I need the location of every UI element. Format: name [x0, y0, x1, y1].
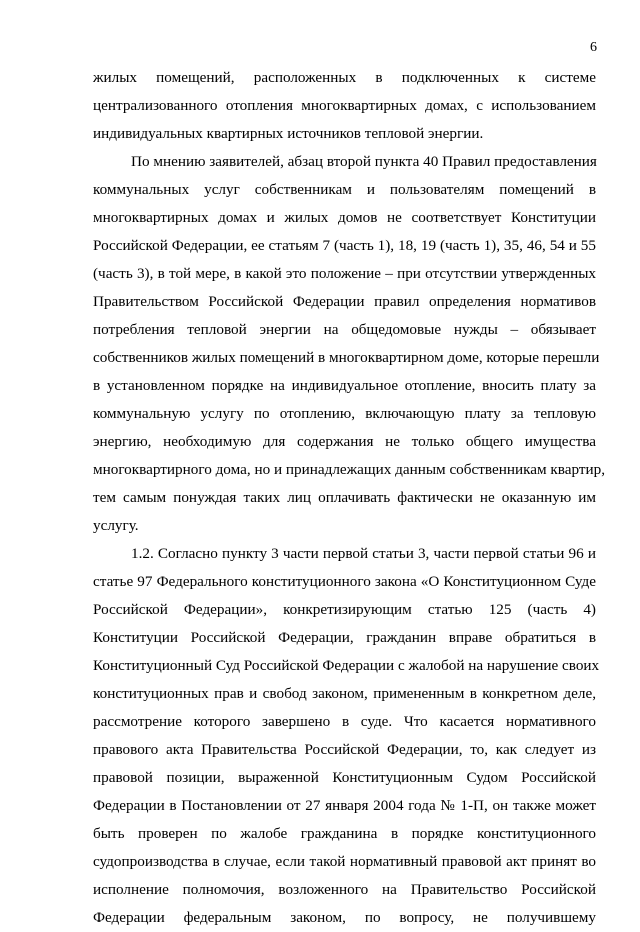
text-line: Российской Федерации, ее статьям 7 (часть 1), 18, 19 (часть 1), 35, 46, 54 и 55: [93, 237, 596, 254]
text-line: быть проверен по жалобе гражданина в порядке конституционного: [93, 825, 596, 842]
text-line: энергию, необходимую для содержания не только общего имущества: [93, 433, 596, 450]
text-line: тем самым понуждая таких лиц оплачивать фактически не оказанную им: [93, 489, 596, 506]
text-line: коммунальную услугу по отоплению, включающую плату за тепловую: [93, 405, 596, 422]
text-line: Конституции Российской Федерации, гражданин вправе обратиться в: [93, 629, 596, 646]
text-line: собственников жилых помещений в многоквартирном доме, которые перешли: [93, 349, 600, 366]
text-line: в установленном порядке на индивидуальное отопление, вносить плату за: [93, 377, 596, 394]
page-number: 6: [590, 40, 597, 55]
text-line: исполнение полномочия, возложенного на Правительство Российской: [93, 881, 596, 898]
text-line: многоквартирных домах и жилых домов не соответствует Конституции: [93, 209, 596, 226]
text-line: конституционных прав и свобод законом, примененным в конкретном деле,: [93, 685, 596, 702]
text-line: жилых помещений, расположенных в подключенных к системе: [93, 69, 596, 86]
text-line: потребления тепловой энергии на общедомовые нужды – обязывает: [93, 321, 596, 338]
text-line: многоквартирного дома, но и принадлежащих данным собственникам квартир,: [93, 461, 606, 478]
text-line: По мнению заявителей, абзац второй пункта 40 Правил предоставления: [131, 153, 597, 170]
text-line: Федерации федеральным законом, по вопросу, не получившему: [93, 909, 596, 926]
text-line: 1.2. Согласно пункту 3 части первой статьи 3, части первой статьи 96 и: [131, 545, 596, 562]
text-line: правовой позиции, выраженной Конституционным Судом Российской: [93, 769, 596, 786]
text-line: услугу.: [93, 517, 139, 534]
text-line: индивидуальных квартирных источников тепловой энергии.: [93, 125, 484, 142]
text-line: Федерации в Постановлении от 27 января 2004 года № 1-П, он также может: [93, 797, 596, 814]
text-line: статье 97 Федерального конституционного закона «О Конституционном Суде: [93, 573, 596, 590]
text-line: Правительством Российской Федерации правил определения нормативов: [93, 293, 596, 310]
text-line: Российской Федерации», конкретизирующим статью 125 (часть 4): [93, 601, 596, 618]
text-line: (часть 3), в той мере, в какой это положение – при отсутствии утвержденных: [93, 265, 596, 282]
text-line: централизованного отопления многоквартирных домах, с использованием: [93, 97, 596, 114]
text-line: рассмотрение которого завершено в суде. Что касается нормативного: [93, 713, 596, 730]
text-line: правового акта Правительства Российской Федерации, то, как следует из: [93, 741, 596, 758]
text-line: Конституционный Суд Российской Федерации с жалобой на нарушение своих: [93, 657, 600, 674]
paragraph: [93, 64, 596, 148]
paragraph: [93, 540, 600, 932]
document-body: [93, 64, 606, 932]
paragraph: [93, 148, 606, 540]
text-line: коммунальных услуг собственникам и пользователям помещений в: [93, 181, 596, 198]
text-line: судопроизводства в случае, если такой нормативный правовой акт принят во: [93, 853, 596, 870]
